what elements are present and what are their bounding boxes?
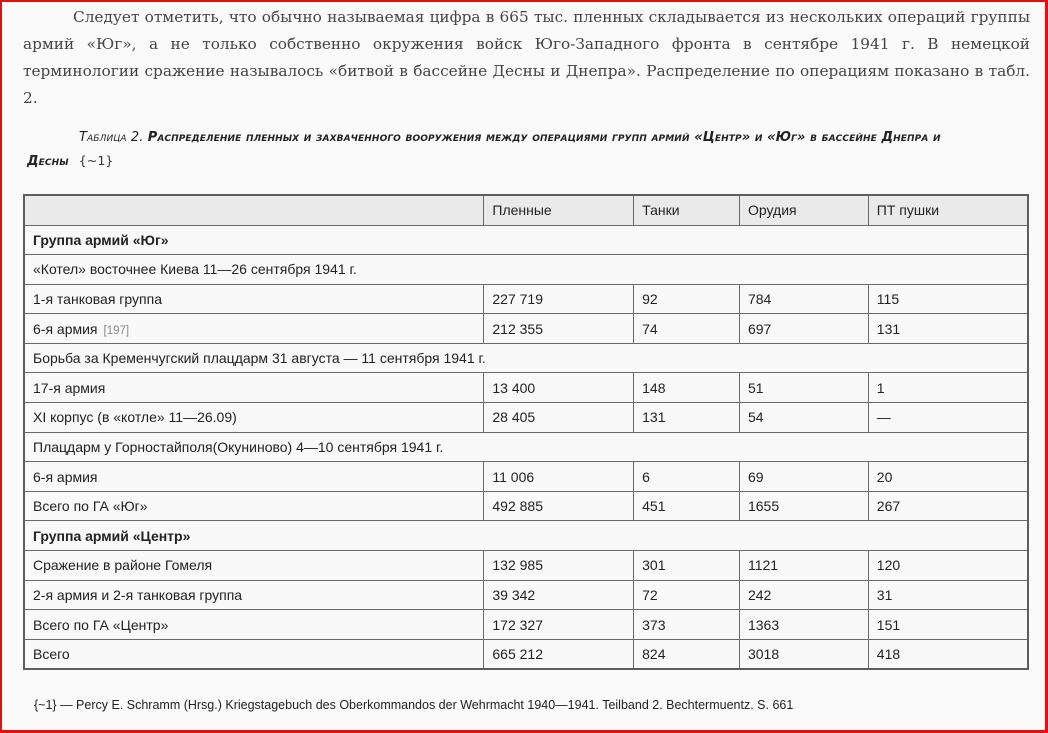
prisoners-cell: 212 355 [484,314,634,344]
at-guns-cell: 31 [868,580,1028,610]
row-label: Всего по ГА «Центр» [33,616,169,633]
row-label: 6-я армия [33,320,98,337]
tanks-cell: 74 [634,314,740,344]
guns-cell: 1363 [739,610,868,640]
tanks-cell: 92 [634,284,740,314]
prisoners-cell: 39 342 [484,580,634,610]
prisoners-cell: 492 885 [484,491,634,521]
prisoners-cell: 28 405 [484,403,634,433]
reference-link[interactable]: [197] [103,324,130,337]
tanks-cell: 72 [634,580,740,610]
guns-cell: 1121 [739,551,868,581]
header-cell-guns: Орудия [739,195,868,225]
table-row [24,284,1028,314]
group-heading: Группа армий «Центр» [24,521,1028,551]
at-guns-cell: 131 [868,314,1028,344]
at-guns-cell: 20 [868,462,1028,492]
table-row [24,551,1028,581]
table-body [24,225,1028,669]
footnote: {~1} — Percy E. Schramm (Hrsg.) Kriegstagebuch des Oberkommandos der Wehrmacht 1940—1941. Teilband 2. Bechtermuentz. S. 661 [34,698,794,712]
section-heading: Плацдарм у Горностайполя(Окуниново) 4—10 сентября 1941 г. [24,432,1028,462]
table-row [24,610,1028,640]
caption-label: Таблица 2. [79,130,148,145]
row-label-cell [24,284,484,314]
table-caption [27,126,1027,173]
tanks-cell: 6 [634,462,740,492]
at-guns-cell: 267 [868,491,1028,521]
row-label-cell [24,551,484,581]
guns-cell: 784 [739,284,868,314]
at-guns-cell: 418 [868,639,1028,669]
row-label-cell [24,462,484,492]
guns-cell: 242 [739,580,868,610]
guns-cell: 1655 [739,491,868,521]
tanks-cell: 824 [634,639,740,669]
row-label: Всего по ГА «Юг» [33,498,148,515]
table-row [24,373,1028,403]
tanks-cell: 148 [634,373,740,403]
prisoners-cell: 13 400 [484,373,634,403]
row-label: 17-я армия [33,379,106,396]
group-heading: Группа армий «Юг» [24,225,1028,255]
row-label-cell [24,491,484,521]
row-label: Сражение в районе Гомеля [33,557,213,574]
row-label-cell [24,314,484,344]
table-row [24,403,1028,433]
table-group-row [24,225,1028,255]
row-label: Всего [33,645,70,662]
at-guns-cell: 115 [868,284,1028,314]
guns-cell: 54 [739,403,868,433]
at-guns-cell: 151 [868,610,1028,640]
guns-cell: 51 [739,373,868,403]
header-cell-label [24,195,484,225]
caption-footnote-ref[interactable]: {~1} [78,153,114,168]
intro-paragraph: Следует отметить, что обычно называемая цифра в 665 тыс. пленных складывается из нескольких операций группы армий «Юг», а не только собственно окружения войск Юго-Западного фронта в сентябре 1941 г. В немецкой терминологии сражение называлось «битвой в бассейне Десны и Днепра». Распределение по операциям показано в табл. 2. [23,8,1030,107]
table-row [24,314,1028,344]
guns-cell: 69 [739,462,868,492]
guns-cell: 697 [739,314,868,344]
table-header-row [24,195,1028,225]
prisoners-cell: 227 719 [484,284,634,314]
at-guns-cell: — [868,403,1028,433]
row-label-cell [24,373,484,403]
caption-title: Распределение пленных и захваченного вооружения между операциями групп армий «Центр» и «Юг» в бассейне Днепра и Десны [27,130,941,169]
row-label-cell [24,580,484,610]
row-label-cell [24,610,484,640]
table-row [24,639,1028,669]
header-cell-prisoners: Пленные [484,195,634,225]
prisoners-cell: 665 212 [484,639,634,669]
row-label-cell [24,403,484,433]
prisoners-table [23,194,1029,670]
table-section-row [24,432,1028,462]
guns-cell: 3018 [739,639,868,669]
table-section-row [24,255,1028,285]
at-guns-cell: 120 [868,551,1028,581]
tanks-cell: 301 [634,551,740,581]
prisoners-cell: 11 006 [484,462,634,492]
row-label: XI корпус (в «котле» 11—26.09) [33,409,237,426]
tanks-cell: 131 [634,403,740,433]
row-label: 1-я танковая группа [33,290,162,307]
header-cell-at-guns: ПТ пушки [868,195,1028,225]
at-guns-cell: 1 [868,373,1028,403]
table-section-row [24,343,1028,373]
prisoners-cell: 172 327 [484,610,634,640]
table-row [24,462,1028,492]
prisoners-cell: 132 985 [484,551,634,581]
row-label: 2-я армия и 2-я танковая группа [33,586,243,603]
table-row [24,491,1028,521]
section-heading: «Котел» восточнее Киева 11—26 сентября 1941 г. [24,255,1028,285]
section-heading: Борьба за Кременчугский плацдарм 31 августа — 11 сентября 1941 г. [24,343,1028,373]
row-label: 6-я армия [33,468,98,485]
row-label-cell [24,639,484,669]
tanks-cell: 451 [634,491,740,521]
tanks-cell: 373 [634,610,740,640]
header-cell-tanks: Танки [634,195,740,225]
table-group-row [24,521,1028,551]
table-row [24,580,1028,610]
